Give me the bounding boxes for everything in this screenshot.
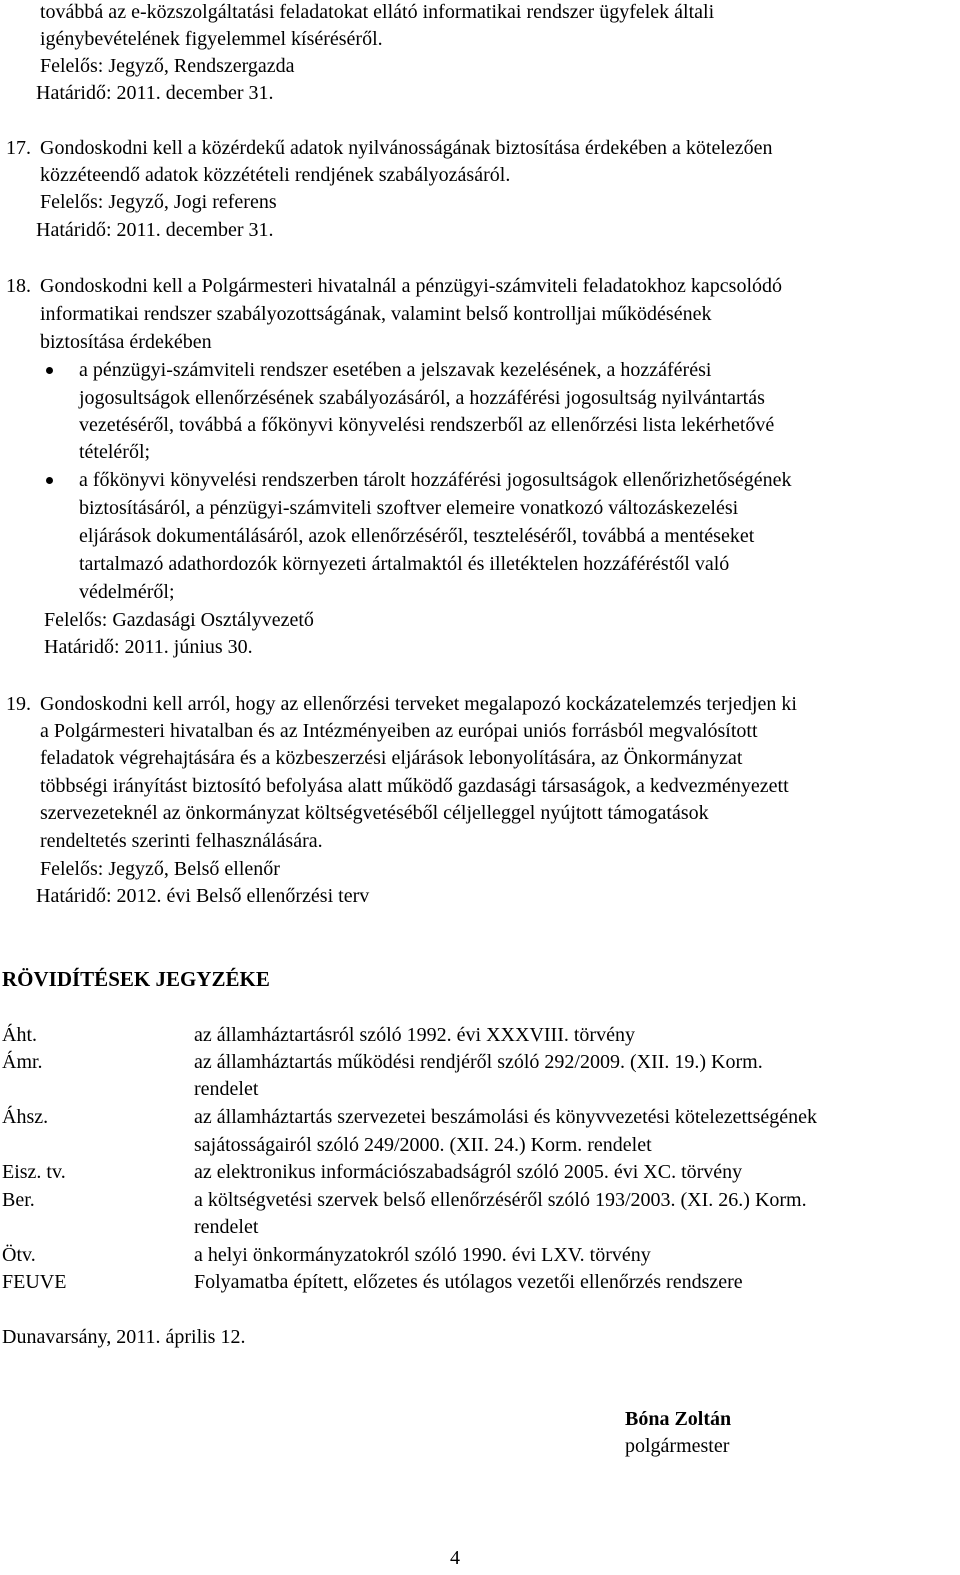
abbr-term: Eisz. tv.	[2, 1161, 66, 1183]
item16-deadline: Határidő: 2011. december 31.	[36, 82, 274, 104]
item18-bullet2-line-4: tartalmazó adathordozók környezeti ártalmaktól és illetéktelen hozzáféréstől való	[79, 553, 730, 575]
item17-deadline: Határidő: 2011. december 31.	[36, 219, 274, 241]
abbr-definition-cont: sajátosságairól szóló 249/2000. (XII. 24.) Korm. rendelet	[194, 1134, 652, 1156]
signature-title: polgármester	[625, 1435, 730, 1457]
item17-number: 17.	[6, 137, 31, 159]
abbr-definition: a költségvetési szervek belső ellenőrzéséről szóló 193/2003. (XI. 26.) Korm.	[194, 1189, 807, 1211]
page-number: 4	[450, 1547, 460, 1569]
item18-deadline: Határidő: 2011. június 30.	[44, 636, 253, 658]
item19-line-4: többségi irányítást biztosító befolyása alatt működő gazdasági társaságok, a kedvezményezett	[40, 775, 789, 797]
abbr-term: FEUVE	[2, 1271, 67, 1293]
abbr-term: Ber.	[2, 1189, 35, 1211]
item17-line-2: közzéteendő adatok közzétételi rendjének szabályozásáról.	[40, 164, 511, 186]
item19-line-1: Gondoskodni kell arról, hogy az ellenőrzési terveket megalapozó kockázatelemzés terjedjen ki	[40, 693, 797, 715]
abbr-definition: az államháztartás működési rendjéről szóló 292/2009. (XII. 19.) Korm.	[194, 1051, 763, 1073]
abbr-definition: az államháztartás szervezetei beszámolási és könyvvezetési kötelezettségének	[194, 1106, 818, 1128]
item19-number: 19.	[6, 693, 31, 715]
abbr-definition: az államháztartásról szóló 1992. évi XXXVIII. törvény	[194, 1024, 635, 1046]
item18-bullet2-line-5: védelméről;	[79, 581, 175, 603]
item17-line-1: Gondoskodni kell a közérdekű adatok nyilvánosságának biztosítása érdekében a kötelezően	[40, 137, 773, 159]
abbr-definition: Folyamatba épített, előzetes és utólagos vezetői ellenőrzés rendszere	[194, 1271, 743, 1293]
item18-bullet1-line-2: jogosultságok ellenőrzésének szabályozásáról, a hozzáférési jogosultság nyilvántartás	[79, 387, 765, 409]
item18-bullet2-line-3: eljárások dokumentálásáról, azok ellenőrzéséről, teszteléséről, továbbá a mentéseket	[79, 525, 755, 547]
abbr-definition-cont: rendelet	[194, 1078, 259, 1100]
item18-line-3: biztosítása érdekében	[40, 331, 212, 353]
item19-deadline: Határidő: 2012. évi Belső ellenőrzési terv	[36, 885, 370, 907]
item18-responsible: Felelős: Gazdasági Osztályvezető	[44, 609, 314, 631]
item18-line-2: informatikai rendszer szabályozottságának, valamint belső kontrolljai működésének	[40, 303, 712, 325]
abbreviations-heading: RÖVIDÍTÉSEK JEGYZÉKE	[2, 967, 270, 991]
signature-name: Bóna Zoltán	[625, 1408, 732, 1430]
item19-line-5: szervezeteknél az önkormányzat költségvetéséből céljelleggel nyújtott támogatások	[40, 802, 709, 824]
item17-responsible: Felelős: Jegyző, Jogi referens	[40, 191, 277, 213]
place-date: Dunavarsány, 2011. április 12.	[2, 1326, 246, 1348]
item18-bullet1-line-3: vezetéséről, továbbá a főkönyvi könyvelési rendszerből az ellenőrzési lista lekérhetővé	[79, 414, 775, 436]
abbr-term: Ámr.	[2, 1051, 43, 1073]
item19-line-2: a Polgármesteri hivatalban és az Intézményeiben az európai uniós forrásból megvalósított	[40, 720, 758, 742]
item19-responsible: Felelős: Jegyző, Belső ellenőr	[40, 858, 280, 880]
abbr-term: Ötv.	[2, 1244, 36, 1266]
item16-responsible: Felelős: Jegyző, Rendszergazda	[40, 55, 295, 77]
abbr-definition-cont: rendelet	[194, 1216, 259, 1238]
item18-bullet2-line-1: a főkönyvi könyvelési rendszerben tárolt hozzáférési jogosultságok ellenőrizhetőségének	[79, 469, 792, 491]
item16-line-1: továbbá az e-közszolgáltatási feladatokat ellátó informatikai rendszer ügyfelek általi	[40, 1, 715, 23]
abbr-definition: az elektronikus információszabadságról szóló 2005. évi XC. törvény	[194, 1161, 743, 1183]
bullet-icon	[46, 477, 53, 484]
item18-bullet1-line-1: a pénzügyi-számviteli rendszer esetében a jelszavak kezelésének, a hozzáférési	[79, 359, 712, 381]
item19-line-3: feladatok végrehajtására és a közbeszerzési eljárások lebonyolítására, az Önkormányzat	[40, 747, 743, 769]
abbr-term: Áht.	[2, 1024, 37, 1046]
item16-line-2: igénybevételének figyelemmel kíséréséről.	[40, 28, 383, 50]
item18-bullet1-line-4: tételéről;	[79, 441, 151, 463]
item19-line-6: rendeltetés szerinti felhasználására.	[40, 830, 323, 852]
item18-line-1: Gondoskodni kell a Polgármesteri hivatalnál a pénzügyi-számviteli feladatokhoz kapcsolódó	[40, 275, 783, 297]
abbr-definition: a helyi önkormányzatokról szóló 1990. évi LXV. törvény	[194, 1244, 651, 1266]
item18-bullet2-line-2: biztosításáról, a pénzügyi-számviteli szoftver elemeire vonatkozó változáskezelési	[79, 497, 739, 519]
bullet-icon	[46, 367, 53, 374]
item18-number: 18.	[6, 275, 31, 297]
abbr-term: Áhsz.	[2, 1106, 49, 1128]
